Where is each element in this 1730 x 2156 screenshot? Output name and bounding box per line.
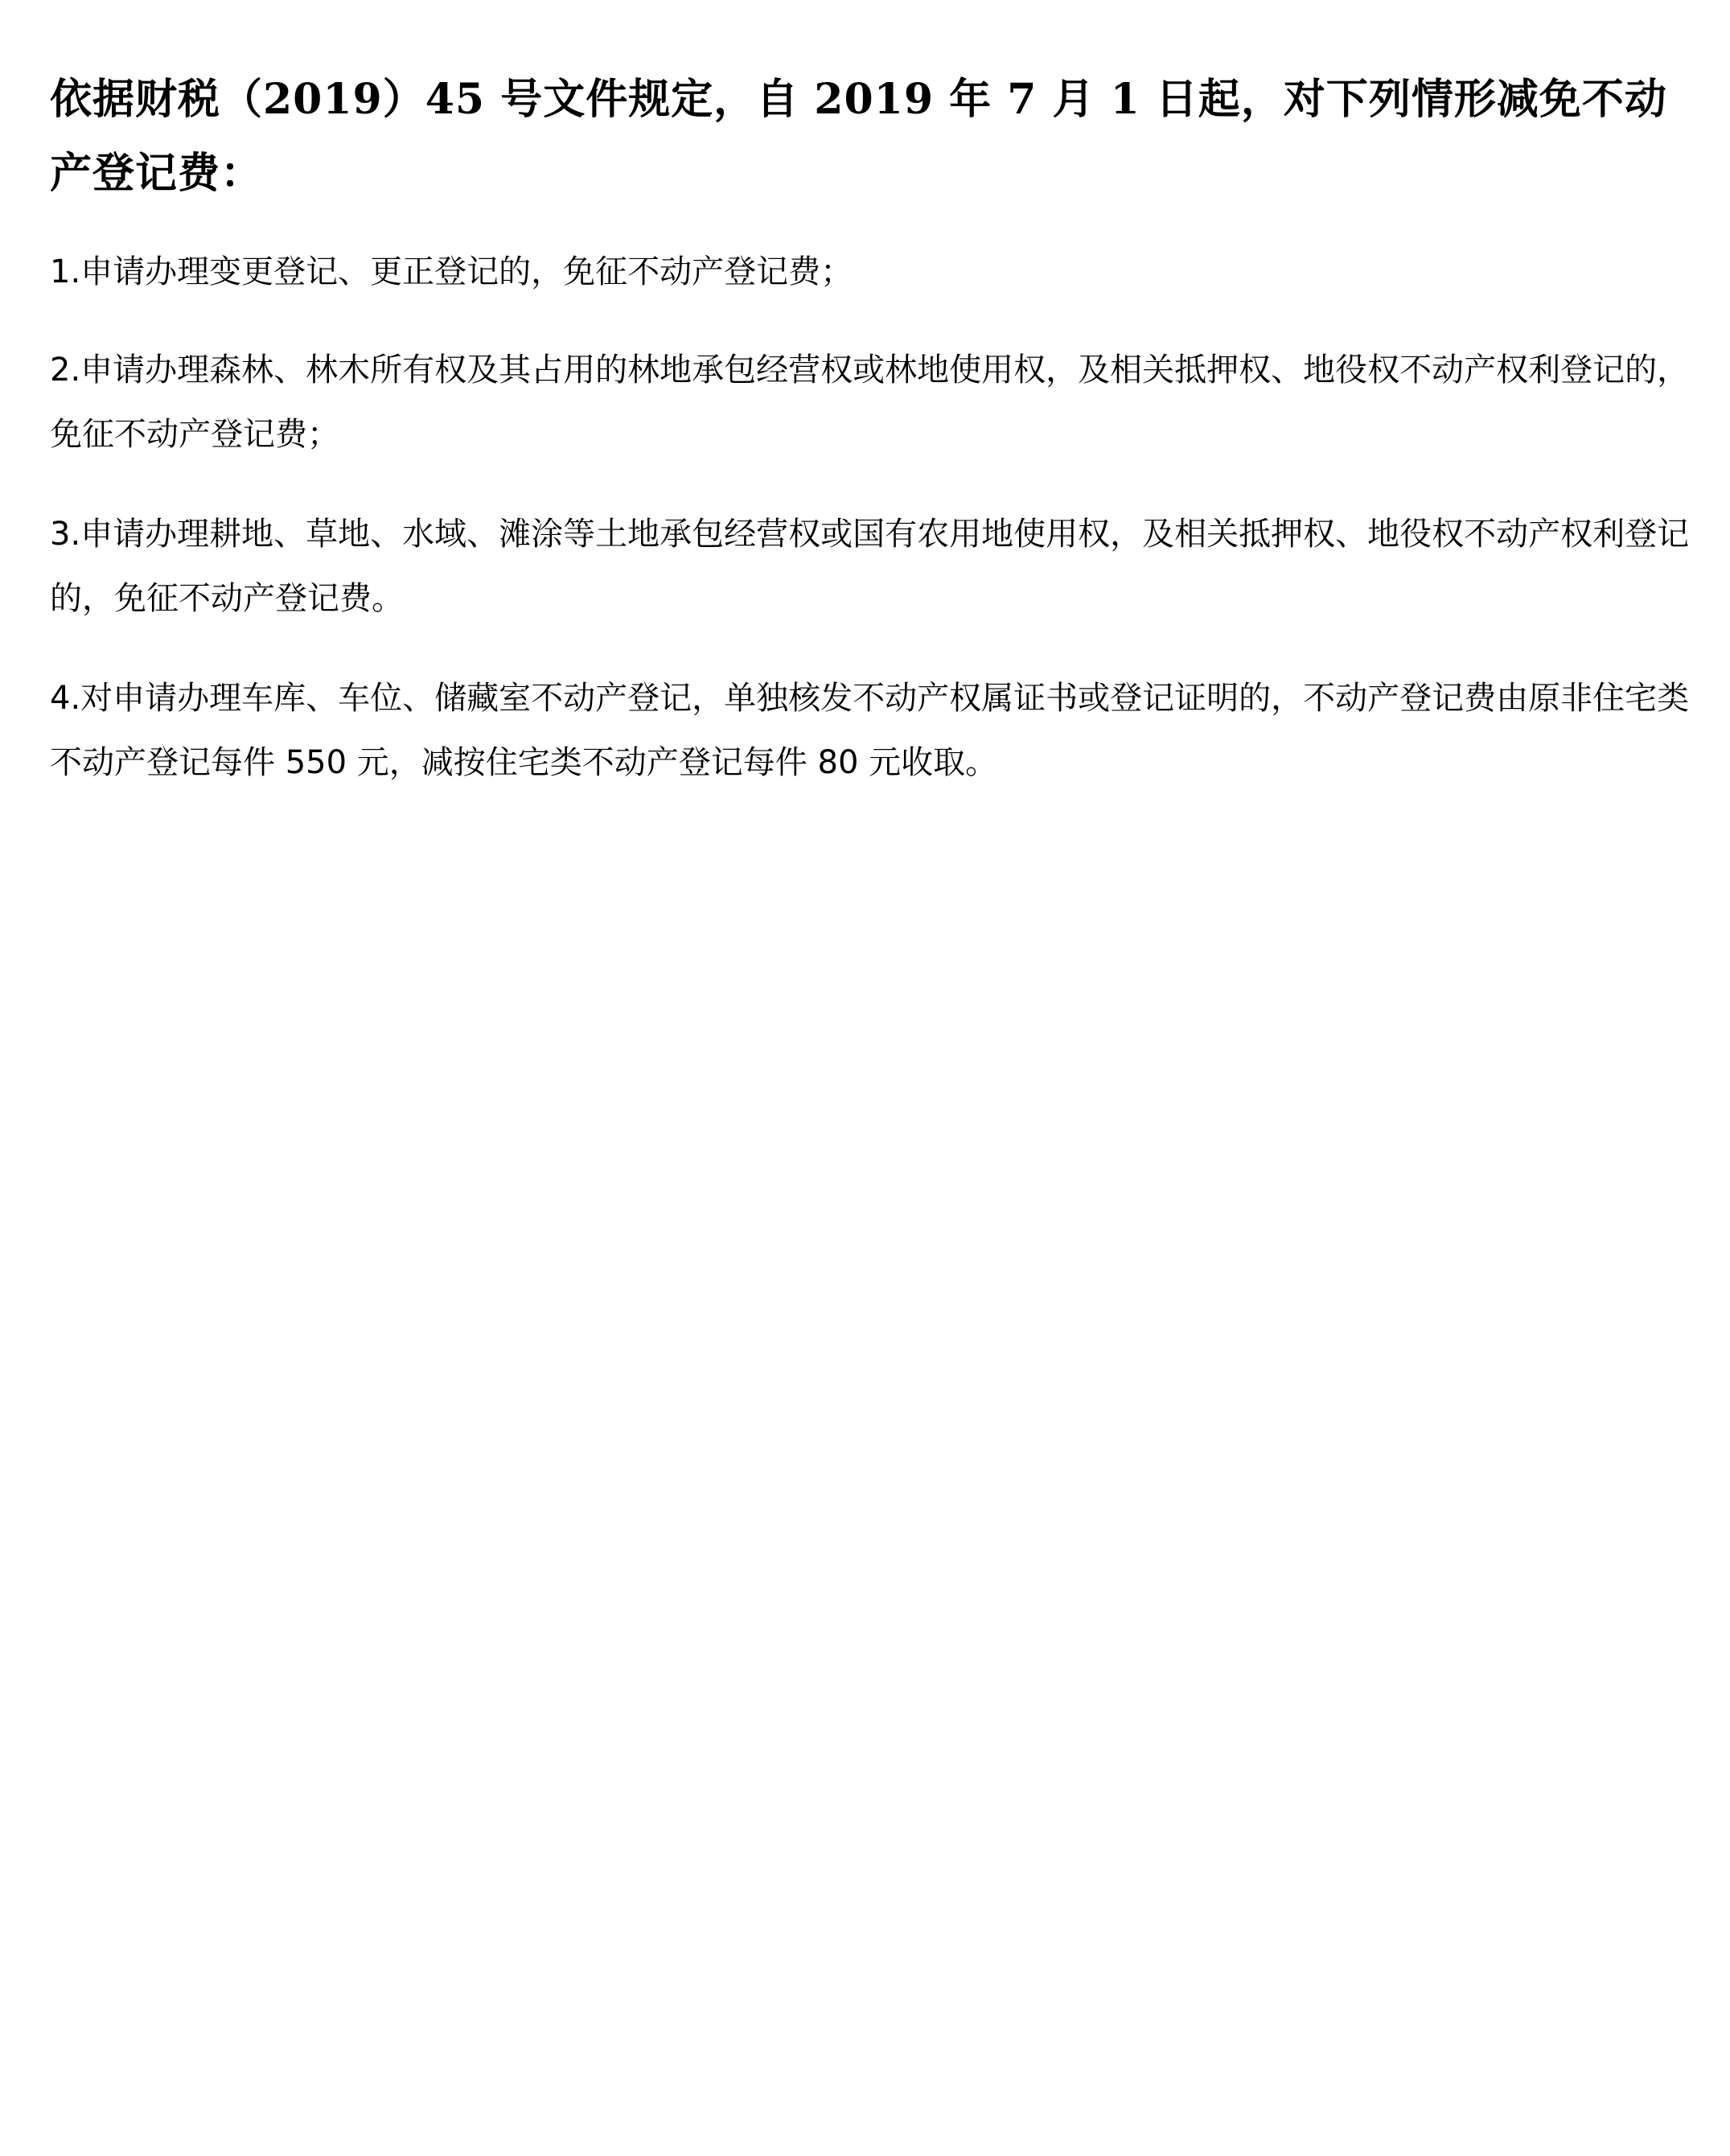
document-heading: 依据财税（2019）45 号文件规定，自 2019 年 7 月 1 日起，对下列情形减免不动产登记费： xyxy=(50,75,1667,198)
list-item-2: 2.申请办理森林、林木所有权及其占用的林地承包经营权或林地使用权，及相关抵押权、地役权不动产权利登记的，免征不动产登记费； xyxy=(50,352,1690,453)
list-item-1: 1.申请办理变更登记、更正登记的，免征不动产登记费； xyxy=(50,253,853,290)
list-item-3: 3.申请办理耕地、草地、水域、滩涂等土地承包经营权或国有农用地使用权，及相关抵押权、地役权不动产权利登记的，免征不动产登记费。 xyxy=(50,516,1690,617)
list-item-4: 4.对申请办理车库、车位、储藏室不动产登记，单独核发不动产权属证书或登记证明的，不动产登记费由原非住宅类不动产登记每件 550 元，减按住宅类不动产登记每件 80 元收取。 xyxy=(50,680,1690,781)
